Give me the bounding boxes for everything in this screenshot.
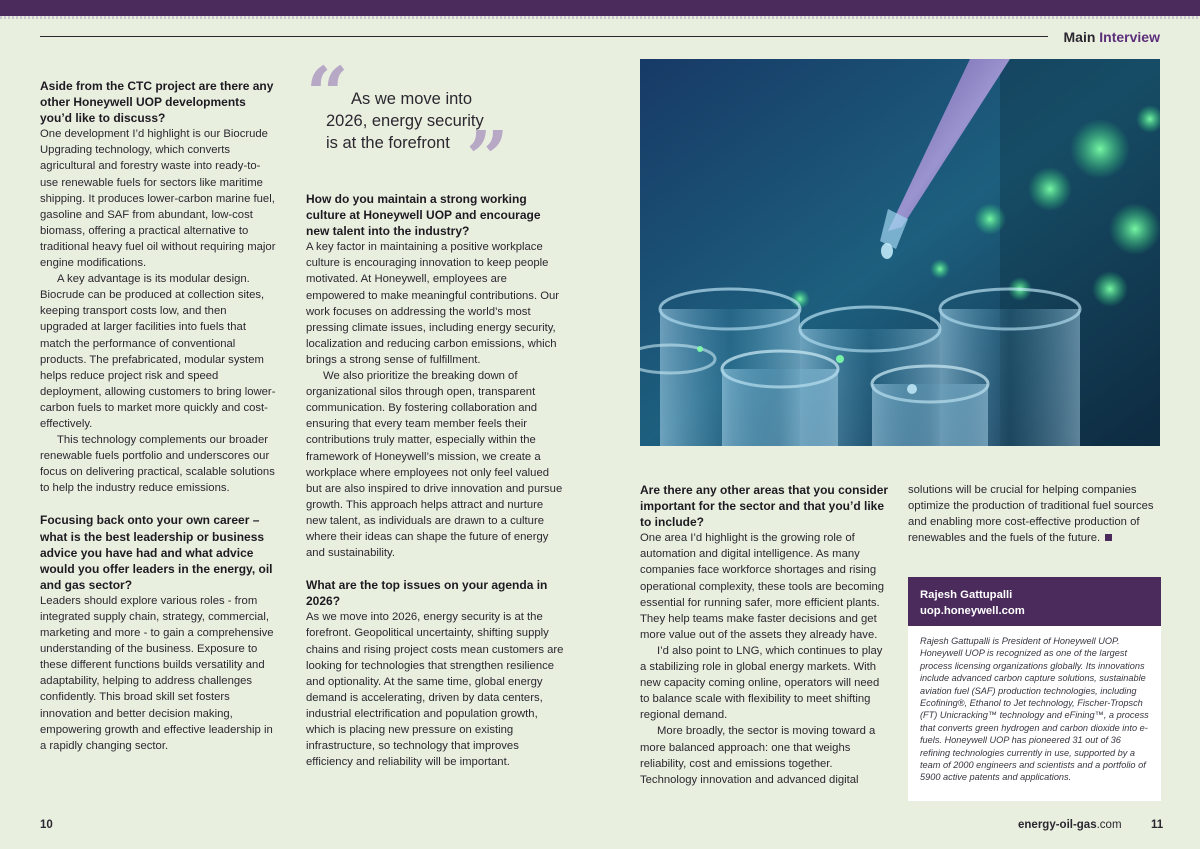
footer-website-suffix: .com <box>1096 819 1122 831</box>
footer-website-name: energy-oil-gas <box>1018 819 1097 831</box>
pull-quote-line: 2026, energy security <box>326 112 484 130</box>
pull-quote-text <box>326 88 526 154</box>
section-label <box>1064 29 1160 45</box>
pull-quote <box>306 52 536 202</box>
author-bio-box <box>908 577 1161 801</box>
section-label-accent: Interview <box>1099 29 1160 45</box>
bio-header <box>908 577 1161 626</box>
article-column-3 <box>640 482 890 788</box>
article-column-4 <box>908 482 1161 546</box>
top-color-bar <box>0 0 1200 16</box>
footer-website <box>1018 819 1122 831</box>
article-column-2 <box>306 191 564 770</box>
open-quote-icon: “ <box>306 52 349 138</box>
article-column-1 <box>40 78 276 754</box>
answer-paragraph: Leaders should explore various roles - from integrated supply chain, strategy, commercial, marketing and more - to gain a comprehensive understanding of the business. Exposure to these different functions builds versatility and adaptability, helping to address challenges confidently. This broad skill set fosters innovation and better decision making, empowering growth and effective leadership in a rapidly changing sector. <box>40 594 274 752</box>
question-heading: Focusing back onto your own career – what is the best leadership or business advice you have had and what advice would you offer leaders in the energy, oil and gas sector? <box>40 513 273 592</box>
bio-text: Rajesh Gattupalli is President of Honeywell UOP. Honeywell UOP is recognized as one of the largest process licensing organizations globally. Its innovations include advanced carbon capture solutions, sustainable aviation fuel (SAF) production technologies, including Ecofining®, Ethanol to Jet technology, Fischer-Tropsch (FT) Unicracking™ technology and eFining™, a process that converts green hydrogen and carbon dioxide into e-fuels. Honeywell UOP has pioneered 31 out of 36 refining technologies currently in use, supported by a team of 2000 engineers and scientists and a portfolio of 5900 active patents and applications. <box>920 636 1149 783</box>
close-quote-icon: ” <box>466 116 509 202</box>
question-heading: Are there any other areas that you consider important for the sector and that you’d like to include? <box>640 483 889 530</box>
question-heading: How do you maintain a strong working culture at Honeywell UOP and encourage new talent into the industry? <box>306 192 541 239</box>
section-label-main: Main <box>1063 29 1096 45</box>
answer-paragraph: A key factor in maintaining a positive workplace culture is encouraging innovation to keep people motivated. At Honeywell, employees are empowered to make meaningful contributions. Our work focuses on addressing the world’s most pressing climate issues, including energy security, localization and reducing carbon emissions, which brings a strong sense of fulfillment. <box>306 241 560 366</box>
answer-paragraph: One development I’d highlight is our Biocrude Upgrading technology, which converts agricultural and forestry waste into ready-to-use renewable fuels for sectors like maritime shipping. It produces lower-carbon marine fuel, gasoline and SAF from abundant, low-cost biomass, offering a practical alternative to traditional heavy fuel oil without requiring major engine modifications. <box>40 128 276 270</box>
question-heading: Aside from the CTC project are there any other Honeywell UOP developments you’d like to discuss? <box>40 79 274 126</box>
answer-paragraph: I’d also point to LNG, which continues to play a stabilizing role in global energy markets. With new capacity coming online, operators will need to balance scale with flexibility to meet shifting regional demand. <box>640 644 883 722</box>
bio-name: Rajesh Gattupalli <box>920 589 1013 601</box>
answer-paragraph: One area I’d highlight is the growing role of automation and digital intelligence. As many companies face workforce shortages and rising operational complexity, these tools are becoming essential for running safer, more efficient plants. They help teams make faster decisions and get more value out of the assets they already have. <box>640 532 885 641</box>
top-bar-edge <box>0 16 1200 19</box>
lab-test-tubes-pipette-photo <box>640 59 1160 446</box>
answer-paragraph: This technology complements our broader renewable fuels portfolio and underscores our focus on delivering practical, scalable solutions to help the industry reduce emissions. <box>40 434 275 495</box>
pull-quote-line: is at the forefront <box>326 134 450 152</box>
pull-quote-line: As we move into <box>351 90 473 108</box>
answer-paragraph: More broadly, the sector is moving toward a more balanced approach: one that weighs reliability, cost and emissions together. Technology innovation and advanced digital <box>640 725 876 786</box>
header-rule <box>40 36 1048 37</box>
answer-paragraph <box>908 482 1161 546</box>
answer-paragraph: We also prioritize the breaking down of organizational silos through open, transparent communication. By fostering collaboration and ensuring that every team member feels their contributions truly matter, especially within the framework of Honeywell’s mission, we create a workplace where employees not only feel valued but are also inspired to drive innovation and pursue growth. This approach helps attract and nurture new talent, as individuals are drawn to a culture where their ideas can shape the future of energy and sustainability. <box>306 370 563 560</box>
answer-continuation: solutions will be crucial for helping companies optimize the production of traditional fuel sources and enabling more cost-effective production of renewables and the fuels of the future. <box>908 484 1154 545</box>
page-number-right: 11 <box>1151 819 1164 831</box>
answer-paragraph: As we move into 2026, energy security is at the forefront. Geopolitical uncertainty, shifting supply chains and rising project costs mean customers are looking for technologies that strengthen resilience and optionality. At the same time, global energy demand is accelerating, driven by data centers, industrial electrification and population growth, which is placing new pressure on existing infrastructure, so technology that improves efficiency and reliability will be important. <box>306 611 564 769</box>
question-heading: What are the top issues on your agenda in 2026? <box>306 578 548 609</box>
end-of-article-icon <box>1105 534 1112 541</box>
page-number-left: 10 <box>40 819 53 831</box>
paragraph-gap <box>306 561 564 577</box>
photo-illustration <box>640 59 1160 446</box>
bio-website: uop.honeywell.com <box>920 605 1025 617</box>
paragraph-gap <box>40 496 276 512</box>
answer-paragraph: A key advantage is its modular design. Biocrude can be produced at collection sites, keeping transport costs low, and then upgraded at larger facilities into fuels that match the performance of conventional products. The prefabricated, modular system helps reduce project risk and speed deployment, allowing customers to bring lower-carbon fuels to market more quickly and cost-effectively. <box>40 273 276 430</box>
